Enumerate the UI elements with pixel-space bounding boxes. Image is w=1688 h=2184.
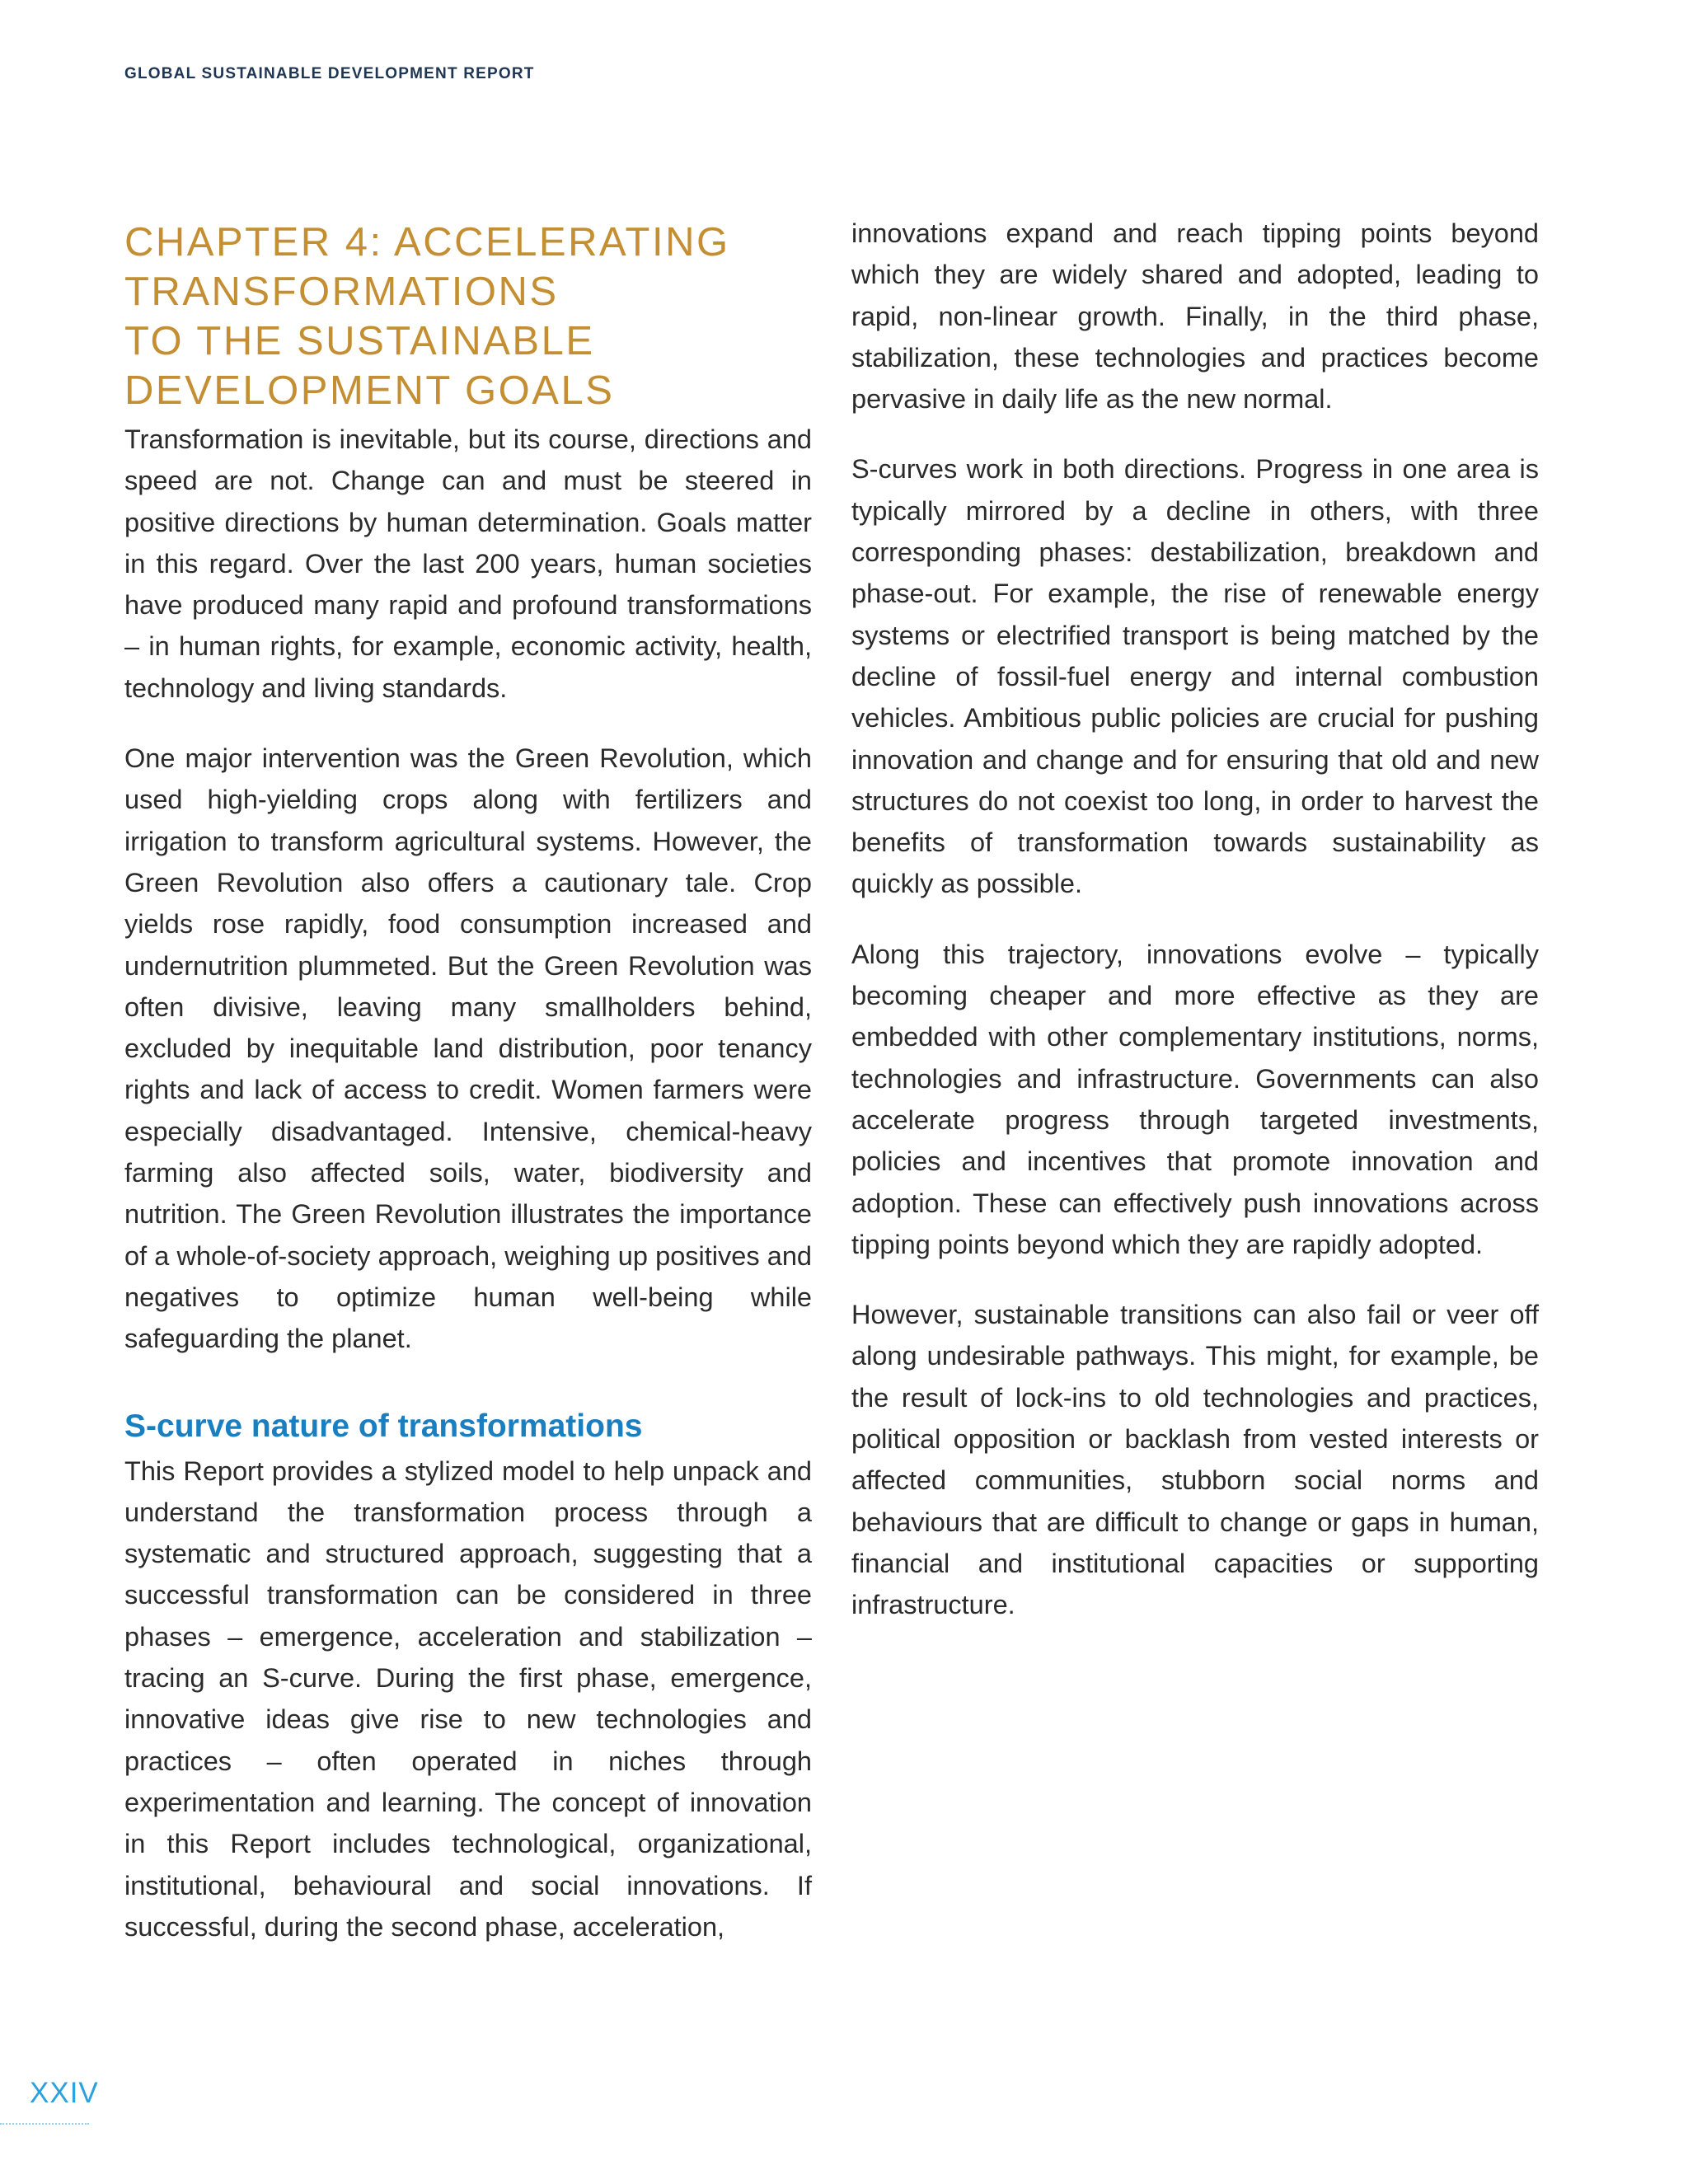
body-paragraph: innovations expand and reach tipping points beyond which they are widely shared and adopted, leading to rapid, non-linear growth. Finally, in the third phase, stabilization, these technologies and practices become pervasive in daily life as the new normal. — [851, 218, 1539, 415]
chapter-title-line: TO THE SUSTAINABLE — [124, 319, 595, 363]
body-paragraph: However, sustainable transitions can also fail or veer off along undesirable pathways. This might, for example, be the result of lock-ins to old technologies and practices, political opposition or backlash from vested interests or affected communities, stubborn social norms and behaviours that are difficult to change or gaps in human, financial and institutional capacities or supporting infrastructure. — [851, 1300, 1539, 1620]
body-paragraph: S-curves work in both directions. Progress in one area is typically mirrored by a decline in others, with three corresponding phases: destabilization, breakdown and phase-out. For example, the rise of renewable energy systems or electrified transport is being matched by the decline of fossil-fuel energy and internal combustion vehicles. Ambitious public policies are crucial for pushing innovation and change and for ensuring that old and new structures do not coexist too long, in order to harvest the benefits of transformation towards sustainability as quickly as possible. — [851, 454, 1539, 899]
body-paragraph: This Report provides a stylized model to help unpack and understand the transformation process through a systematic and structured approach, suggesting that a successful transformation can be considered in three phases – emergence, acceleration and stabilization – tracing an S-curve. During the first phase, emergence, innovative ideas give rise to new technologies and practices – often operated in niches through experimentation and learning. The concept of innovation in this Report includes technological, organizational, institutional, behavioural and social innovations. If successful, during the second phase, acceleration, — [124, 1455, 812, 1942]
body-paragraph: Transformation is inevitable, but its course, directions and speed are not. Change can and must be steered in positive directions by human determination. Goals matter in this regard. Over the last 200 years, human societies have produced many rapid and profound transformations – in human rights, for example, economic activity, health, technology and living standards. — [124, 424, 812, 703]
footer-divider — [0, 2123, 89, 2125]
body-paragraph: One major intervention was the Green Revolution, which used high-yielding crops along with fertilizers and irrigation to transform agricultural systems. However, the Green Revolution also offers a cautionary tale. Crop yields rose rapidly, food consumption increased and undernutrition plummeted. But the Green Revolution was often divisive, leaving many smallholders behind, excluded by inequitable land distribution, poor tenancy rights and lack of access to credit. Women farmers were especially disadvantaged. Intensive, chemical-heavy farming also affected soils, water, biodiversity and nutrition. The Green Revolution illustrates the importance of a whole-of-society approach, weighing up positives and negatives to optimize human well-being while safeguarding the planet. — [124, 743, 812, 1354]
left-column — [124, 213, 812, 1947]
page-number: XXIV — [30, 2077, 99, 2109]
chapter-title — [124, 218, 812, 415]
chapter-title-line: DEVELOPMENT GOALS — [124, 368, 615, 413]
chapter-title-line: CHAPTER 4: ACCELERATING — [124, 220, 730, 265]
section-heading: S-curve nature of transformations — [124, 1408, 643, 1444]
body-paragraph: Along this trajectory, innovations evolve – typically becoming cheaper and more effective as they are embedded with other complementary institutions, norms, technologies and infrastructure. Governments can also accelerate progress through targeted investments, policies and incentives that promote innovation and adoption. These can effectively push innovations across tipping points beyond which they are rapidly adopted. — [851, 939, 1539, 1259]
chapter-title-line: TRANSFORMATIONS — [124, 269, 559, 314]
right-column — [851, 213, 1539, 1626]
running-header: GLOBAL SUSTAINABLE DEVELOPMENT REPORT — [124, 65, 535, 82]
